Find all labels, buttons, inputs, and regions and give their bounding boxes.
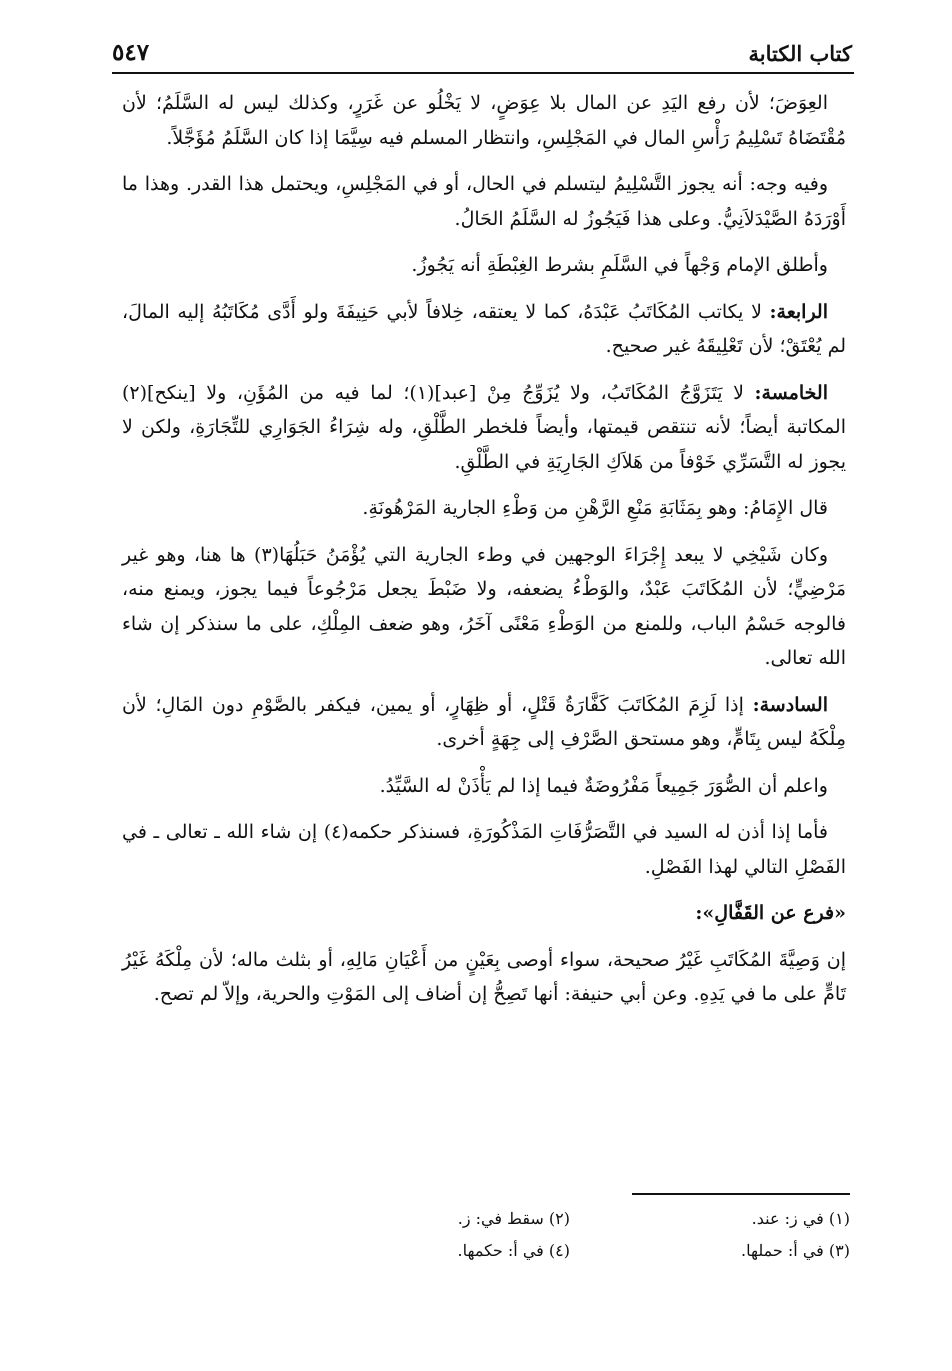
section-lead: الرابعة:	[769, 300, 828, 323]
paragraph: السادسة: إذا لَزِمَ المُكَاتَبَ كَفَّارَةُ قَتْلٍ، أو ظِهَارٍ، أو يمين، فيكفر بالصَّوْمِ دون المَالِ؛ لأن مِلْكَهُ ليس بِتَامٍّ، وهو مستحق الصَّرْفِ إلى جِهَةٍ أخرى.	[122, 693, 846, 750]
page-header	[112, 30, 852, 66]
paragraph: العِوَضَ؛ لأن رفع اليَدِ عن المال بلا عِوَضٍ، لا يَخْلُو عن غَرَرٍ، وكذلك ليس له السَّلَمُ؛ لأن مُقْتَضَاهُ تَسْلِيمُ رَأْسِ المال في المَجْلِسِ، وانتظار المسلم فيه سِيَّمَا إذا كان السَّلَمُ مُؤَجَّلاً.	[122, 92, 846, 149]
footnote: (٢) سقط في: ز.	[457, 1209, 570, 1228]
footnote: (٣) في أ: حملها.	[741, 1241, 850, 1260]
section-lead: الخامسة:	[754, 381, 828, 404]
paragraph: قال الإِمَامُ: وهو بِمَثَابَةِ مَنْعِ الرَّهْنِ من وَطْءِ الجارية المَرْهُونَةِ.	[362, 497, 828, 519]
paragraph: وفيه وجه: أنه يجوز التَّسْلِيمُ ليتسلم في الحال، أو في المَجْلِسِ، ويحتمل هذا القدر. وهذا ما أَوْرَدَهُ الصَّيْدَلاَنِيُّ. وعلى هذا فَيَجُوزُ له السَّلَمُ الحَالُ.	[122, 173, 846, 230]
page-number: ٥٤٧	[112, 39, 150, 66]
section-lead: السادسة:	[752, 693, 828, 716]
footnote-rule	[632, 1193, 850, 1195]
main-text	[122, 86, 846, 1024]
running-title: كتاب الكتابة	[748, 41, 852, 66]
subheading	[122, 896, 846, 931]
footnote: (٤) في أ: حكمها.	[457, 1241, 570, 1260]
paragraph: فأما إذا أذن له السيد في التَّصَرُّفَاتِ المَذْكُورَةِ، فسنذكر حكمه(٤) إن شاء الله ـ تعالى ـ في الفَصْلِ التالي لهذا الفَصْلِ.	[122, 821, 846, 878]
paragraph: وأطلق الإمام وَجْهاً في السَّلَمِ بشرط الغِبْطَةِ أنه يَجُوزُ.	[411, 254, 828, 276]
paragraph: وكان شَيْخِي لا يبعد إِجْرَاءَ الوجهين في وطء الجارية التي يُؤْمَنُ حَبَلُهَا(٣) ها هنا، وهو غير مَرْضِيٍّ؛ لأن المُكَاتَبَ عَبْدٌ، والوَطْءُ يضعفه، ولا ضَبْطَ يجعل مَرْجُوعاً فيما يجوز، ويمنع منه، فالوجه حَسْمُ الباب، وللمنع من الوَطْءِ مَعْنًى آخَرُ، وهو ضعف المِلْكِ، على ما سنذكر إن شاء الله تعالى.	[122, 543, 846, 669]
header-rule	[112, 72, 854, 74]
paragraph: الخامسة: لا يَتَزَوَّجُ المُكَاتَبُ، ولا يُزَوِّجُ مِنْ [عبد](١)؛ لما فيه من المُؤَنِ، ولا [ينكح](٢) المكاتبة أيضاً؛ لأنه تنتقص قيمتها، وأيضاً فلخطر الطَّلْقِ، وله شِرَاءُ الجَوَارِي للتِّجَارَةِ، ولكن لا يجوز له التَّسَرِّي خَوْفاً من هَلاَكِ الجَارِيَةِ في الطَّلْقِ.	[122, 381, 846, 473]
footnote: (١) في ز: عند.	[751, 1209, 850, 1228]
section-lead: «فرع عن القَفَّالِ»:	[695, 902, 846, 924]
paragraph: الرابعة: لا يكاتب المُكَاتَبُ عَبْدَهُ، كما لا يعتقه، خِلافاً لأبي حَنِيفَةَ ولو أَدَّى مُكَاتَبُهُ إليه المالَ، لم يُعْتَقْ؛ لأن تَعْلِيقَهُ غير صحيح.	[122, 300, 846, 357]
footnotes	[330, 1203, 850, 1267]
paragraph: واعلم أن الصُّوَرَ جَمِيعاً مَفْرُوضَةٌ فيما إذا لم يَأْذَنْ له السَّيِّدُ.	[379, 774, 828, 797]
paragraph: إن وَصِيَّةَ المُكَاتَبِ غَيْرُ صحيحة، سواء أوصى بِعَيْنٍ من أَعْيَانِ مَالِهِ، أو بثلث ماله؛ لأن مِلْكَهُ غَيْرُ تَامٍّ على ما في يَدِهِ. وعن أبي حنيفة: أنها تَصِحُّ إن أضاف إلى المَوْتِ والحرية، وإلاّ لم تصح.	[122, 948, 846, 1005]
